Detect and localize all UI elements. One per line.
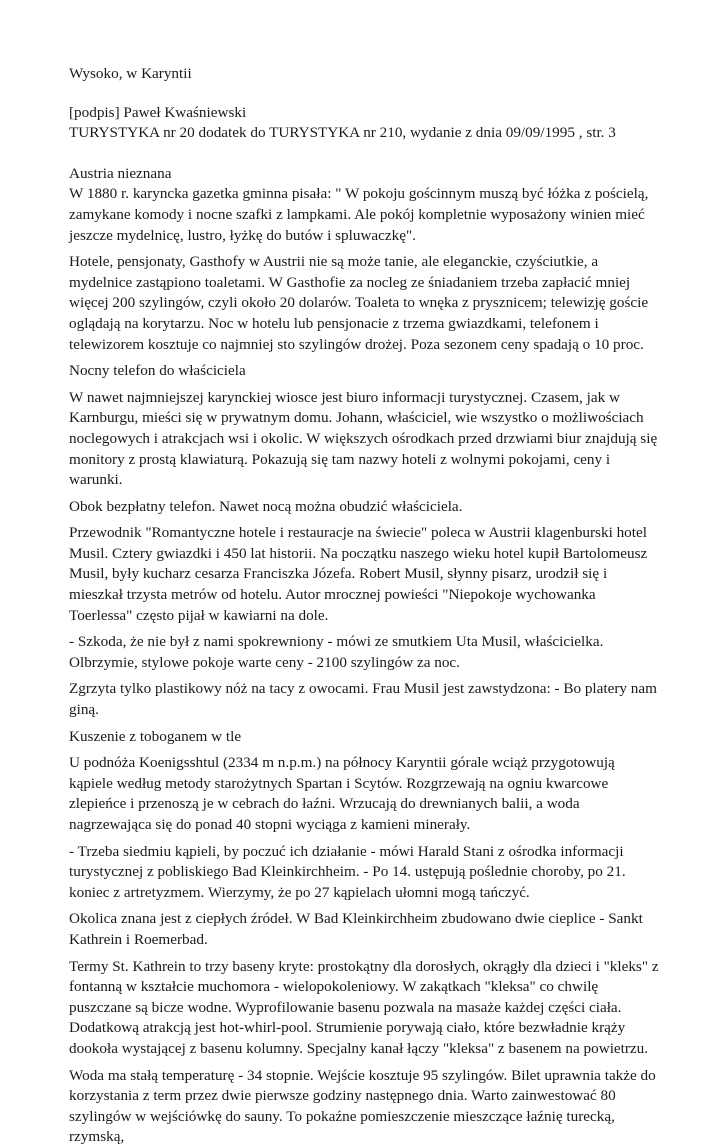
paragraph: - Trzeba siedmiu kąpieli, by poczuć ich działanie - mówi Harald Stani z ośrodka informacji turystycznej z pobliskiego Bad Kleinkirchheim. - Po 14. ustępują poślednie choroby, po 21. koniec z artretyzmem. Wierzymy, że po 27 kąpielach ułomni mogą tańczyć. bbox=[69, 842, 626, 901]
subheading: Nocny telefon do właściciela bbox=[69, 362, 246, 380]
paragraph: W nawet najmniejszej karynckiej wiosce jest biuro informacji turystycznej. Czasem, jak w Karnburgu, mieści się w prywatnym domu. Johann, właściciel, wie wszystko o możliwościach noclegowych i atrakcjach wsi i okolic. W większych ośrodkach przed drzwiami biur znajdują się monitory z prostą klawiaturą. Pokazują się tam nazwy hoteli z wolnymi pokojami, ceny i warunki. bbox=[69, 388, 658, 489]
paragraph: Termy St. Kathrein to trzy baseny kryte: prostokątny dla dorosłych, okrągły dla dzieci i "kleks" z fontanną w kształcie muchomora - wielopokoleniowy. W zakątkach "kleksa" co chwilę puszczane są bicze wodne. Wyprofilowanie basenu pozwala na masaże każdej części ciała. Dodatkową atrakcją jest hot-whirl-pool. Strumienie porywają ciało, które bezwładnie krąży dookoła wystającej z basenu kolumny. Specjalny kanał łączy "kleksa" z basenem na powietrzu. bbox=[69, 957, 659, 1057]
document-page bbox=[69, 64, 659, 1148]
paragraph: W 1880 r. karyncka gazetka gminna pisała: " W pokoju gościnnym muszą być łóżka z pościelą, zamykane komody i nocne szafki z lampkami. Ale pokój kompletnie wyposażony winien mieć jeszcze mydelnicę, lustro, łyżkę do butów i spluwaczkę". bbox=[69, 185, 649, 244]
subheading: Kuszenie z toboganem w tle bbox=[69, 727, 242, 745]
paragraph: Przewodnik "Romantyczne hotele i restauracje na świecie" poleca w Austrii klagenburski hotel Musil. Cztery gwiazdki i 450 lat historii. Na początku naszego wieku hotel kupił Bartolomeusz Musil, były kucharz cesarza Franciszka Józefa. Robert Musil, słynny pisarz, urodził się i mieszkał trzysta metrów od hotelu. Autor mrocznej powieści "Niepokoje wychowanka Toerlessa" często pijał w kawiarni na dole. bbox=[69, 524, 648, 624]
paragraph: Obok bezpłatny telefon. Nawet nocą można obudzić właściciela. bbox=[69, 497, 463, 515]
paragraph: - Szkoda, że nie był z nami spokrewniony - mówi ze smutkiem Uta Musil, właścicielka. Olbrzymie, stylowe pokoje warte ceny - 2100 szylingów za noc. bbox=[69, 633, 604, 671]
paragraph: Hotele, pensjonaty, Gasthofy w Austrii nie są może tanie, ale eleganckie, czyściutkie, a mydelnice zastąpiono toaletami. W Gasthofie za nocleg ze śniadaniem trzeba zapłacić mniej więcej 200 szylingów, czyli około 20 dolarów. Toaleta to wnęka z prysznicem; telewizję goście oglądają na korytarzu. Noc w hotelu lub pensjonacie z trzema gwiazdkami, telefonem i telewizorem kosztuje co najmniej sto szylingów drożej. Poza sezonem ceny spadają o 10 proc. bbox=[69, 253, 649, 353]
author-signature: [podpis] Paweł Kwaśniewski bbox=[69, 103, 247, 121]
source-line: TURYSTYKA nr 20 dodatek do TURYSTYKA nr 210, wydanie z dnia 09/09/1995 , str. 3 bbox=[69, 124, 616, 142]
paragraph: Woda ma stałą temperaturę - 34 stopnie. Wejście kosztuje 95 szylingów. Bilet uprawnia także do korzystania z term przez dwie pierwsze godziny następnego dnia. Warto zainwestować 80 szylingów w wejściówkę do sauny. To pokaźne pomieszczenie mieszczące łaźnię turecką, rzymską, bbox=[69, 1066, 656, 1146]
paragraph: U podnóża Koenigsshtul (2334 m n.p.m.) na północy Karyntii górale wciąż przygotowują kąpiele według metody starożytnych Spartan i Scytów. Rozgrzewają na ogniu kwarcowe zlepieńce i przenoszą je w cebrach do łaźni. Wrzucają do drewnianych balii, a woda nagrzewająca się do ponad 40 stopni wyciąga z kamieni minerały. bbox=[69, 754, 615, 833]
paragraph: Okolica znana jest z ciepłych źródeł. W Bad Kleinkirchheim zbudowano dwie cieplice - Sankt Kathrein i Roemerbad. bbox=[69, 910, 643, 948]
document-title: Wysoko, w Karyntii bbox=[69, 65, 192, 82]
paragraph: Zgrzyta tylko plastikowy nóż na tacy z owocami. Frau Musil jest zawstydzona: - Bo platery nam giną. bbox=[69, 680, 657, 719]
section-heading: Austria nieznana bbox=[69, 164, 172, 182]
